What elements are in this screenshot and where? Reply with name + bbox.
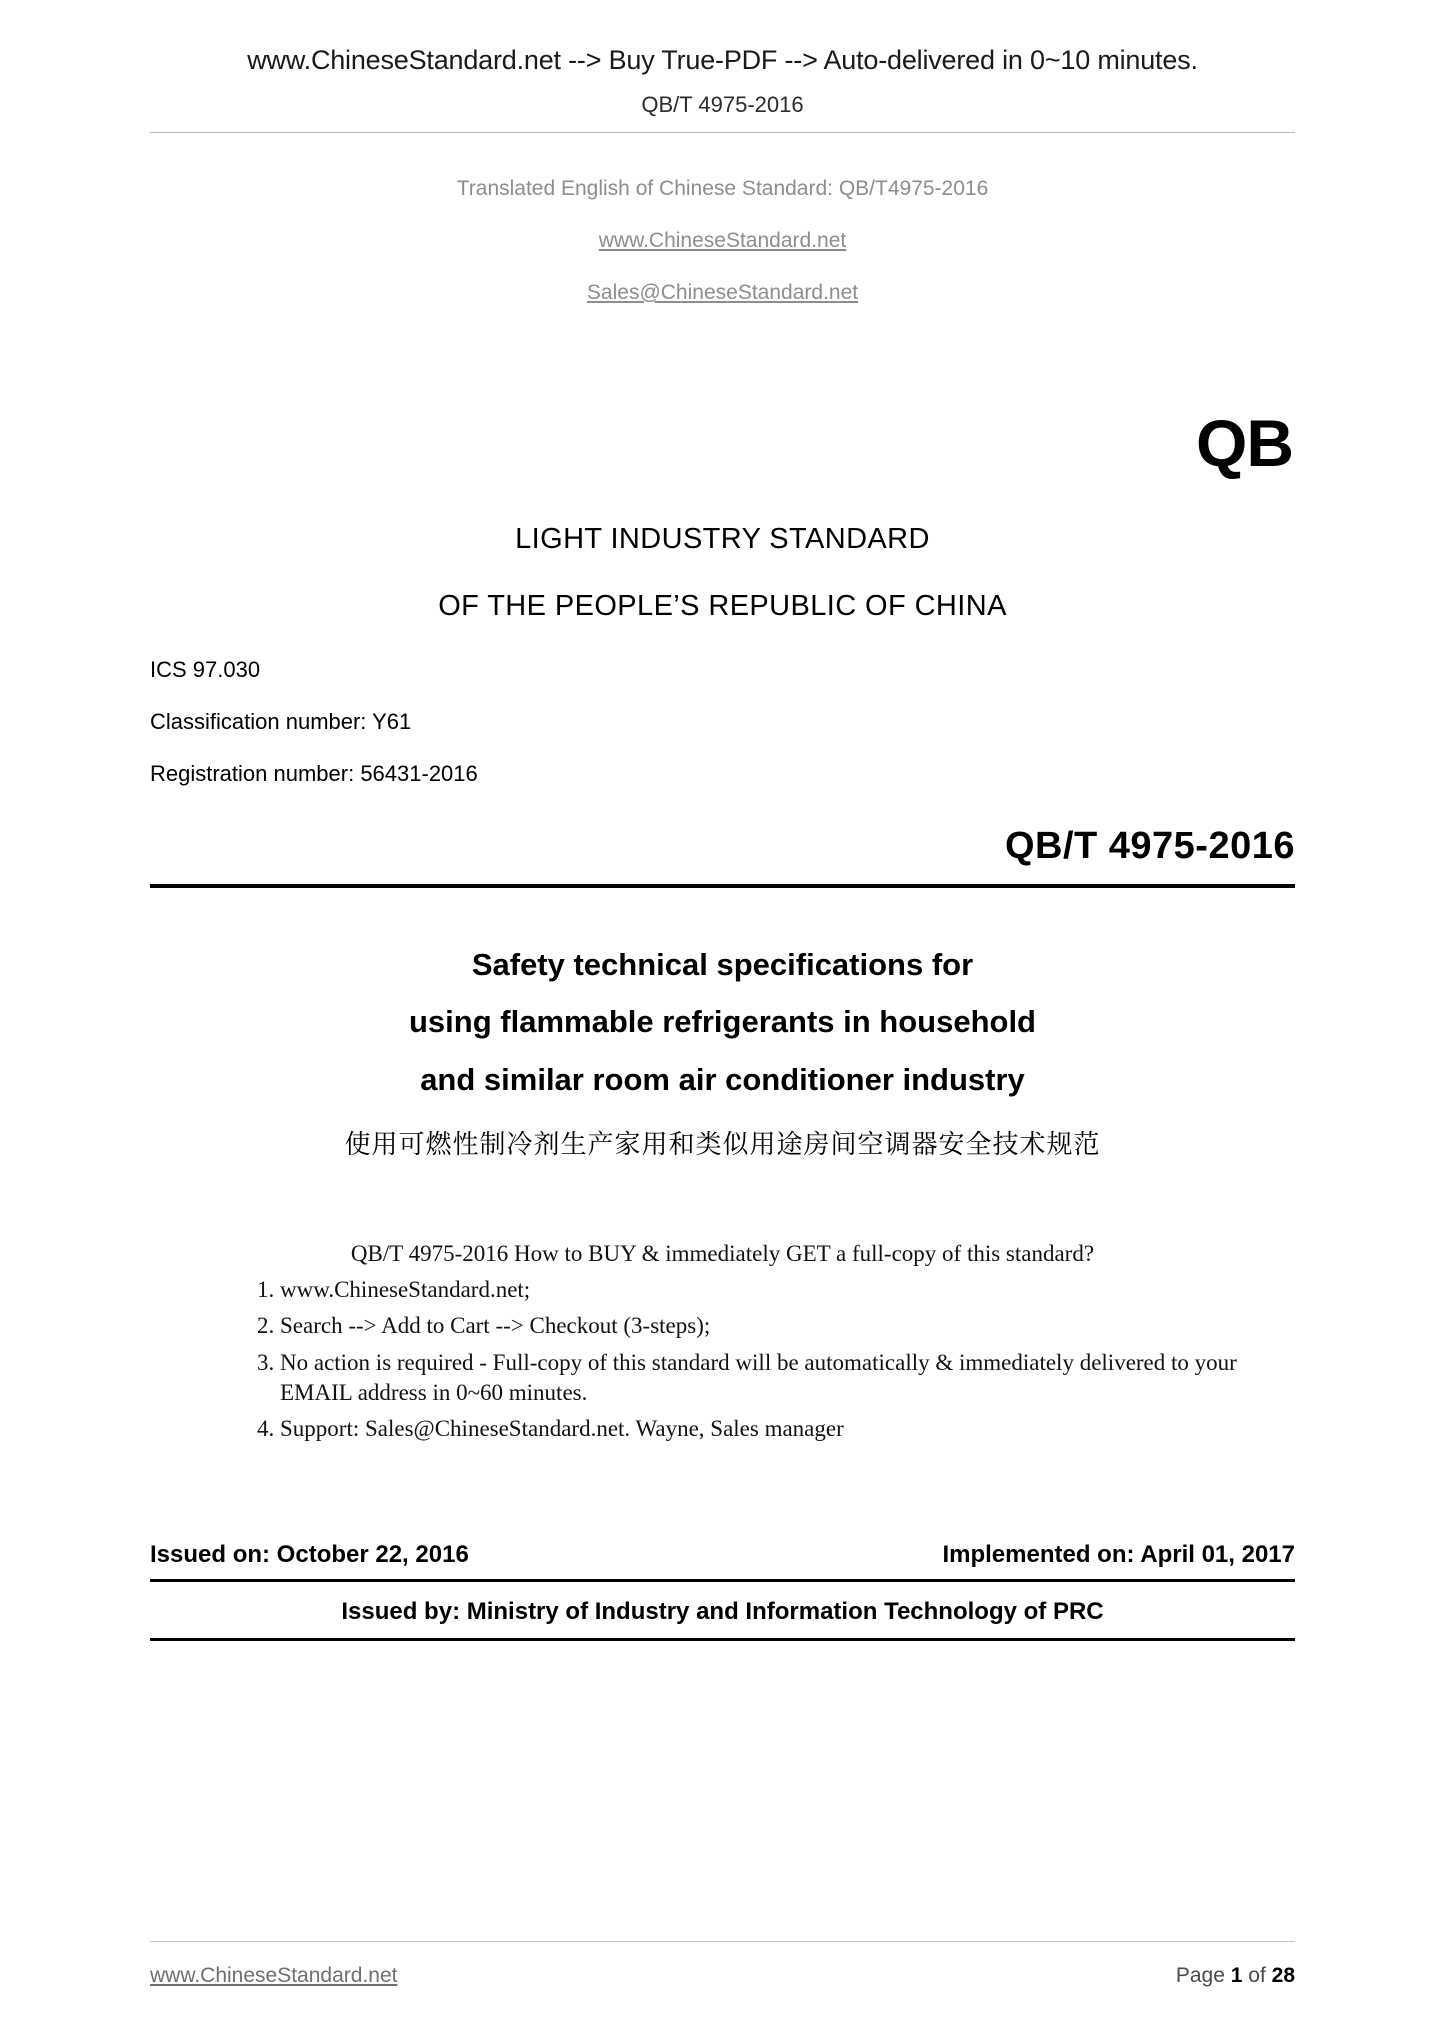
- page-indicator: [1176, 1964, 1295, 1988]
- page-prefix: Page: [1175, 1964, 1231, 1987]
- ics-number: ICS 97.030: [150, 657, 261, 682]
- email-link[interactable]: [150, 281, 1295, 305]
- page-content: [150, 0, 1295, 2044]
- title-line-3: and similar room air conditioner industry: [420, 1061, 1025, 1097]
- footer-row: [150, 1964, 1295, 1988]
- qb-logo: QB: [1196, 406, 1293, 480]
- issued-on-date: Issued on: October 22, 2016: [150, 1540, 469, 1568]
- standard-org-line-1: LIGHT INDUSTRY STANDARD: [515, 523, 930, 555]
- classification-number: Classification number: Y61: [150, 709, 412, 734]
- list-item: 2. Search --> Add to Cart --> Checkout (3-steps);: [280, 1311, 1295, 1341]
- issued-by-divider: [150, 1638, 1295, 1641]
- how-to-buy-block: [150, 1241, 1295, 1445]
- footer-divider: [150, 1941, 1295, 1942]
- how-to-buy-steps: [150, 1275, 1295, 1445]
- email-link-text: Sales@ChineseStandard.net: [586, 281, 859, 304]
- page-footer: [150, 1941, 1295, 1988]
- standard-org-line-2: OF THE PEOPLE’S REPUBLIC OF CHINA: [438, 590, 1007, 622]
- document-title: [150, 936, 1295, 1108]
- page-middle: of: [1242, 1964, 1272, 1987]
- issue-dates-row: [150, 1541, 1295, 1569]
- page-total: 28: [1271, 1964, 1295, 1987]
- header-doc-number: QB/T 4975-2016: [641, 92, 804, 117]
- standard-number-rule: [150, 884, 1295, 888]
- promo-banner: www.ChineseStandard.net --> Buy True-PDF --> Auto-delivered in 0~10 minutes.: [247, 45, 1198, 75]
- list-item: 4. Support: Sales@ChineseStandard.net. Wayne, Sales manager: [280, 1414, 1295, 1444]
- implemented-on-date: Implemented on: April 01, 2017: [942, 1540, 1295, 1568]
- website-link[interactable]: [150, 229, 1295, 253]
- title-line-1: Safety technical specifications for: [471, 947, 974, 982]
- list-item: 1. www.ChineseStandard.net;: [280, 1275, 1295, 1305]
- page-current: 1: [1230, 1964, 1243, 1987]
- title-line-2: using flammable refrigerants in household: [409, 1004, 1036, 1040]
- footer-site-link[interactable]: www.ChineseStandard.net: [150, 1964, 398, 1987]
- issued-by-line: Issued by: Ministry of Industry and Information Technology of PRC: [341, 1597, 1104, 1625]
- document-title-chinese: 使用可燃性制冷剂生产家用和类似用途房间空调器安全技术规范: [344, 1130, 1101, 1161]
- how-to-buy-title: QB/T 4975-2016 How to BUY & immediately GET a full-copy of this standard?: [350, 1241, 1095, 1267]
- issue-divider: [150, 1579, 1295, 1582]
- header-divider: [150, 132, 1295, 133]
- website-link-text: www.ChineseStandard.net: [598, 229, 847, 252]
- standard-number: QB/T 4975-2016: [1004, 825, 1295, 867]
- registration-number: Registration number: 56431-2016: [150, 761, 478, 786]
- list-item: 3. No action is required - Full-copy of this standard will be automatically & immediately delivered to your EMAIL address in 0~60 minutes.: [280, 1348, 1295, 1409]
- translated-title: Translated English of Chinese Standard: QB/T4975-2016: [456, 177, 989, 200]
